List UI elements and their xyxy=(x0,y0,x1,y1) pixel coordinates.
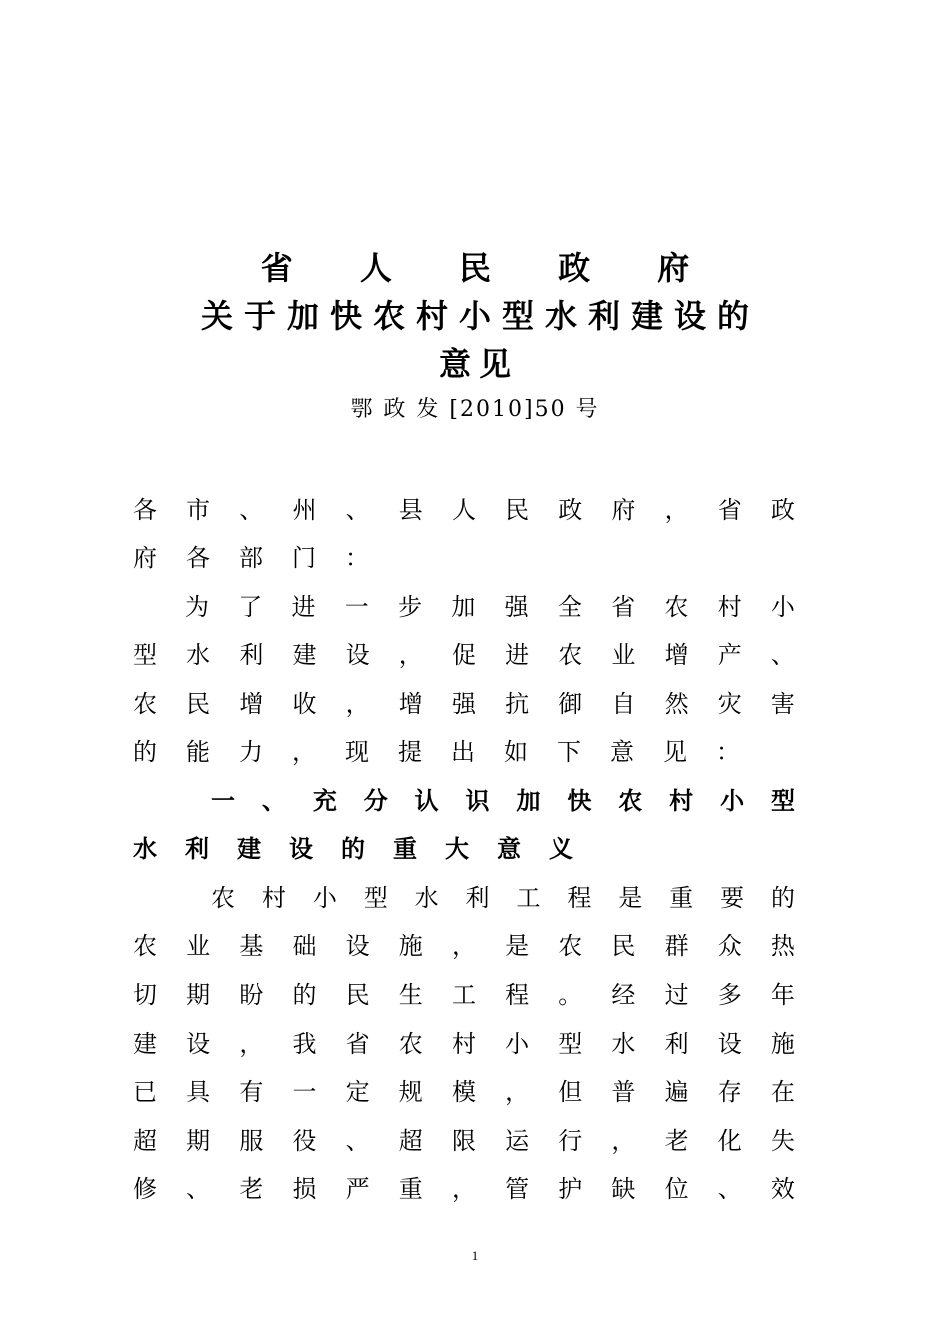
text-char: 、 xyxy=(261,787,286,815)
text-char: 然 xyxy=(664,690,689,718)
text-char: 期 xyxy=(186,1127,211,1155)
text-char: 省 xyxy=(611,593,636,621)
text-char: 服 xyxy=(239,1127,264,1155)
text-char: 农 xyxy=(133,932,157,960)
text-char: 型 xyxy=(133,641,157,669)
text-char: 小 xyxy=(770,593,795,621)
text-char: 农 xyxy=(558,932,583,960)
text-char: 施 xyxy=(770,1030,795,1058)
text-char: 提 xyxy=(398,738,422,766)
text-char: 行 xyxy=(558,1127,583,1155)
text-char: 村 xyxy=(451,1030,476,1058)
text-char: 基 xyxy=(239,932,264,960)
text-char: 经 xyxy=(611,981,636,1009)
text-char: 水 xyxy=(414,884,439,912)
text-char: 建 xyxy=(133,1030,157,1058)
text-char: 意 xyxy=(497,835,521,863)
text-char: 型 xyxy=(558,1030,583,1058)
text-char: 一 xyxy=(292,1078,317,1106)
text-char: 利 xyxy=(465,884,490,912)
text-char: 自 xyxy=(611,690,636,718)
text-char: 下 xyxy=(557,738,581,766)
text-char: 农 xyxy=(558,641,583,669)
body-text-line xyxy=(185,587,795,622)
text-char: 水 xyxy=(611,1030,636,1058)
text-char: 具 xyxy=(186,1078,211,1106)
text-char: 门 xyxy=(292,544,316,572)
text-char: 御 xyxy=(558,690,583,718)
text-char: 分 xyxy=(363,787,388,815)
text-char: 进 xyxy=(505,641,530,669)
text-char: 的 xyxy=(133,738,157,766)
text-char: 型 xyxy=(770,787,795,815)
text-char: 设 xyxy=(717,1030,742,1058)
text-char: 有 xyxy=(239,1078,264,1106)
text-char: 老 xyxy=(239,1175,264,1203)
text-char: 利 xyxy=(664,1030,689,1058)
text-char: 设 xyxy=(345,932,370,960)
text-char: ， xyxy=(292,738,316,766)
text-char: 强 xyxy=(451,690,476,718)
text-char: 现 xyxy=(345,738,369,766)
text-char: 但 xyxy=(558,1078,583,1106)
text-char: 的 xyxy=(770,884,795,912)
text-char: 设 xyxy=(289,835,313,863)
document-number: 鄂 政 发 [2010]50 号 xyxy=(350,397,600,422)
text-char: 如 xyxy=(504,738,528,766)
text-char: 建 xyxy=(237,835,261,863)
text-char: 害 xyxy=(770,690,795,718)
text-char: 府 xyxy=(133,544,157,572)
text-char: 村 xyxy=(717,593,742,621)
text-char: 充 xyxy=(312,787,337,815)
body-text-line xyxy=(133,1024,795,1059)
text-char: 产 xyxy=(717,641,742,669)
text-char: 模 xyxy=(451,1078,476,1106)
text-char: 促 xyxy=(451,641,476,669)
section-heading-line xyxy=(133,829,573,864)
document-title-line-2: 关于加快农村小型水利建设的 xyxy=(200,297,760,335)
text-char: 、 xyxy=(239,496,264,524)
text-char: 快 xyxy=(567,787,592,815)
text-char: 重 xyxy=(669,884,694,912)
text-char: 普 xyxy=(611,1078,636,1106)
body-text-line xyxy=(211,878,795,913)
text-char: 、 xyxy=(770,641,795,669)
text-char: 础 xyxy=(292,932,317,960)
text-char: 超 xyxy=(398,1127,423,1155)
text-char: 严 xyxy=(345,1175,370,1203)
text-char: 部 xyxy=(239,544,263,572)
text-char: 、 xyxy=(186,1175,211,1203)
text-char: 农 xyxy=(618,787,643,815)
text-char: 一 xyxy=(211,787,235,815)
text-char: 小 xyxy=(312,884,337,912)
text-char: 各 xyxy=(186,544,210,572)
text-char: 过 xyxy=(664,981,689,1009)
text-char: 加 xyxy=(451,593,476,621)
text-char: 义 xyxy=(549,835,573,863)
text-char: 一 xyxy=(344,593,369,621)
text-char: 县 xyxy=(398,496,423,524)
text-char: 业 xyxy=(186,932,211,960)
text-char: ， xyxy=(664,496,689,524)
text-char: 热 xyxy=(770,932,795,960)
text-char: 限 xyxy=(451,1127,476,1155)
text-char: 重 xyxy=(398,1175,423,1203)
body-text-line xyxy=(133,926,795,961)
text-char: 人 xyxy=(451,496,476,524)
text-char: 盼 xyxy=(239,981,264,1009)
text-char: 州 xyxy=(292,496,317,524)
text-char: 了 xyxy=(238,593,263,621)
text-char: 是 xyxy=(505,932,530,960)
text-char: 利 xyxy=(185,835,209,863)
text-char: ， xyxy=(505,1078,530,1106)
text-char: 工 xyxy=(516,884,541,912)
text-char: 的 xyxy=(292,981,317,1009)
text-char: 民 xyxy=(611,932,636,960)
text-char: 期 xyxy=(186,981,211,1009)
text-char: 效 xyxy=(770,1175,795,1203)
text-char: 力 xyxy=(239,738,263,766)
text-char: 缺 xyxy=(611,1175,636,1203)
text-char: 定 xyxy=(345,1078,370,1106)
text-char: 、 xyxy=(345,1127,370,1155)
text-char: 村 xyxy=(669,787,694,815)
text-char: 是 xyxy=(618,884,643,912)
text-char: 农 xyxy=(664,593,689,621)
body-text-line xyxy=(133,538,369,573)
body-text-line xyxy=(133,975,795,1010)
text-char: 增 xyxy=(398,690,423,718)
text-char: 护 xyxy=(558,1175,583,1203)
text-char: 已 xyxy=(133,1078,157,1106)
text-char: 我 xyxy=(292,1030,317,1058)
text-char: 。 xyxy=(558,981,583,1009)
text-char: 型 xyxy=(363,884,388,912)
text-char: 程 xyxy=(505,981,530,1009)
text-char: 存 xyxy=(717,1078,742,1106)
text-char: 设 xyxy=(186,1030,211,1058)
page-number: 1 xyxy=(471,1248,479,1263)
text-char: 抗 xyxy=(505,690,530,718)
text-char: 增 xyxy=(664,641,689,669)
text-char: 农 xyxy=(211,884,235,912)
text-char: ， xyxy=(398,641,423,669)
text-char: 运 xyxy=(505,1127,530,1155)
body-text-line xyxy=(133,1169,795,1204)
text-char: 大 xyxy=(445,835,469,863)
text-char: 多 xyxy=(717,981,742,1009)
text-char: 役 xyxy=(292,1127,317,1155)
text-char: 众 xyxy=(717,932,742,960)
document-title-line-3: 意见 xyxy=(438,345,519,383)
text-char: 超 xyxy=(133,1127,157,1155)
text-char: 全 xyxy=(557,593,582,621)
text-char: 在 xyxy=(770,1078,795,1106)
text-char: 失 xyxy=(770,1127,795,1155)
text-char: ， xyxy=(239,1030,264,1058)
section-heading-line xyxy=(211,781,795,816)
text-char: 为 xyxy=(185,593,209,621)
body-text-line xyxy=(133,684,795,719)
text-char: 农 xyxy=(398,1030,423,1058)
document-title-line-1: 省 人 民 政 府 xyxy=(260,249,718,287)
text-char: 府 xyxy=(611,496,636,524)
text-char: 进 xyxy=(291,593,316,621)
text-char: 位 xyxy=(664,1175,689,1203)
text-char: 设 xyxy=(345,641,370,669)
text-char: 工 xyxy=(451,981,476,1009)
body-text-line xyxy=(133,732,740,767)
text-char: 规 xyxy=(398,1078,423,1106)
text-char: 年 xyxy=(770,981,795,1009)
text-char: 各 xyxy=(133,496,157,524)
text-char: 损 xyxy=(292,1175,317,1203)
text-char: 要 xyxy=(720,884,745,912)
text-char: 收 xyxy=(292,690,317,718)
text-char: 市 xyxy=(186,496,211,524)
text-char: 政 xyxy=(558,496,583,524)
text-char: 利 xyxy=(239,641,264,669)
text-char: 程 xyxy=(567,884,592,912)
text-char: 、 xyxy=(345,496,370,524)
text-char: ： xyxy=(716,738,740,766)
text-char: 强 xyxy=(504,593,529,621)
text-char: 水 xyxy=(186,641,211,669)
text-char: 加 xyxy=(516,787,541,815)
text-char: ， xyxy=(451,1175,476,1203)
text-char: 识 xyxy=(465,787,490,815)
text-char: 民 xyxy=(345,981,370,1009)
text-char: 化 xyxy=(717,1127,742,1155)
text-char: 省 xyxy=(717,496,742,524)
text-char: 业 xyxy=(611,641,636,669)
text-char: 灾 xyxy=(717,690,742,718)
text-char: 施 xyxy=(398,932,423,960)
text-char: 民 xyxy=(505,496,530,524)
text-char: 重 xyxy=(393,835,417,863)
text-char: 小 xyxy=(720,787,745,815)
body-text-line xyxy=(133,1072,795,1107)
text-char: 认 xyxy=(414,787,439,815)
text-char: 水 xyxy=(133,835,157,863)
text-char: 意 xyxy=(610,738,634,766)
text-char: 省 xyxy=(345,1030,370,1058)
body-text-line xyxy=(133,1121,795,1156)
text-char: 政 xyxy=(770,496,795,524)
text-char: ， xyxy=(611,1127,636,1155)
text-char: 生 xyxy=(398,981,423,1009)
text-char: ， xyxy=(345,690,370,718)
text-char: ： xyxy=(345,544,369,572)
text-char: 能 xyxy=(186,738,210,766)
text-char: 增 xyxy=(239,690,264,718)
text-char: 遍 xyxy=(664,1078,689,1106)
text-char: 的 xyxy=(341,835,365,863)
text-char: 建 xyxy=(292,641,317,669)
text-char: 管 xyxy=(505,1175,530,1203)
body-text-line xyxy=(133,490,795,525)
text-char: 、 xyxy=(717,1175,742,1203)
text-char: 农 xyxy=(133,690,157,718)
text-char: 出 xyxy=(451,738,475,766)
text-char: 步 xyxy=(398,593,423,621)
text-char: 民 xyxy=(186,690,211,718)
text-char: ， xyxy=(451,932,476,960)
text-char: 切 xyxy=(133,981,157,1009)
text-char: 小 xyxy=(505,1030,530,1058)
text-char: 修 xyxy=(133,1175,157,1203)
text-char: 村 xyxy=(261,884,286,912)
body-text-line xyxy=(133,635,795,670)
text-char: 见 xyxy=(663,738,687,766)
text-char: 群 xyxy=(664,932,689,960)
text-char: 老 xyxy=(664,1127,689,1155)
